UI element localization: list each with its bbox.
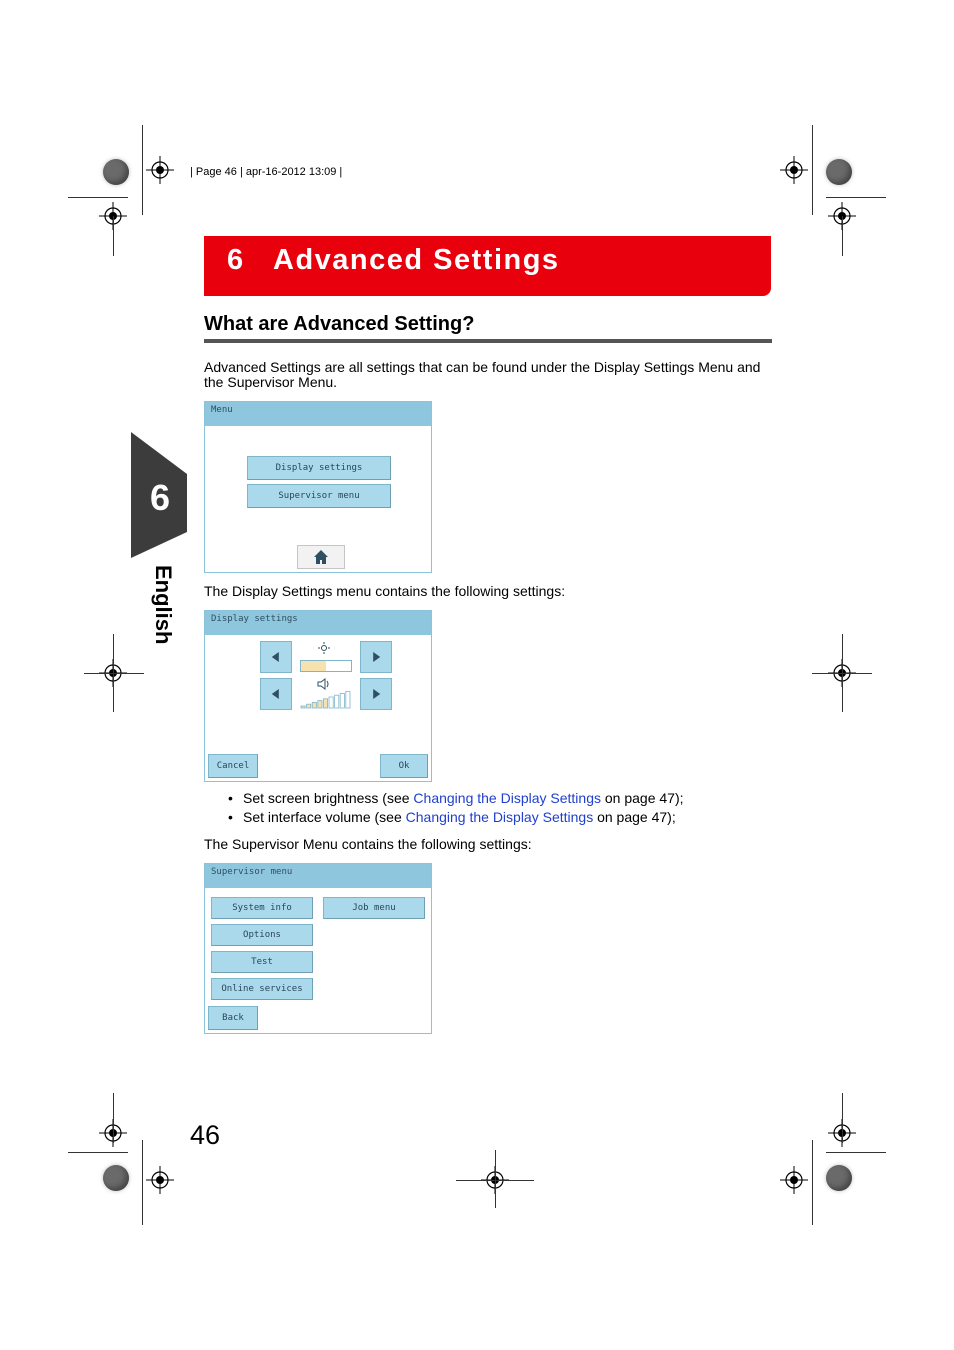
crop-line — [812, 673, 872, 674]
crop-line — [68, 197, 128, 198]
crop-line — [812, 125, 813, 215]
speaker-icon — [317, 678, 331, 690]
volume-bar — [346, 692, 350, 708]
crop-line — [113, 216, 114, 256]
side-tab-language-text: English — [151, 565, 176, 645]
crop-line — [826, 197, 886, 198]
crop-line — [142, 1140, 143, 1225]
display-intro: The Display Settings menu contains the following settings: — [204, 583, 566, 599]
screen-title-bar — [205, 864, 431, 888]
bullet-text: Set interface volume (see — [243, 809, 406, 825]
intro-paragraph: Advanced Settings are all settings that can be found under the Display Settings Menu and the Supervisor Menu. — [204, 359, 761, 390]
screen-title-bar — [205, 611, 431, 635]
menu-screenshot — [204, 401, 432, 573]
side-tab-language — [148, 565, 180, 655]
chapter-title-text: Advanced Settings — [273, 244, 560, 276]
volume-increase-button[interactable] — [360, 678, 392, 710]
bullet-text: on page 47); — [593, 809, 676, 825]
back-button[interactable]: Back — [208, 1006, 258, 1030]
home-button[interactable] — [297, 545, 345, 569]
brightness-level-fill — [301, 661, 326, 671]
volume-decrease-button[interactable] — [260, 678, 292, 710]
crop-line — [842, 216, 843, 256]
crop-line — [495, 1150, 496, 1208]
supervisor-menu-screenshot — [204, 863, 432, 1034]
sun-icon — [318, 642, 330, 654]
volume-bar — [329, 697, 333, 708]
crop-line — [68, 1152, 128, 1153]
chapter-title — [227, 244, 560, 277]
system-info-button[interactable]: System info — [211, 897, 313, 919]
volume-bar — [307, 704, 311, 708]
screen-title: Supervisor menu — [211, 867, 293, 877]
volume-bar — [318, 701, 322, 708]
display-settings-link[interactable]: Changing the Display Settings — [405, 809, 594, 825]
section-title: What are Advanced Setting? — [204, 313, 475, 335]
registration-dot — [826, 1165, 852, 1191]
crop-line — [84, 673, 144, 674]
registration-dot — [103, 159, 129, 185]
chapter-number: 6 — [227, 244, 245, 276]
crop-line — [826, 1152, 886, 1153]
bullet-text: Set screen brightness (see — [243, 790, 414, 806]
volume-bar — [323, 699, 327, 708]
crop-line — [842, 1093, 843, 1143]
display-settings-screenshot — [204, 610, 432, 782]
registration-target-icon — [780, 156, 808, 184]
volume-bar — [301, 706, 305, 708]
volume-level-bars — [300, 691, 352, 709]
display-settings-button[interactable]: Display settings — [247, 456, 391, 480]
volume-bar — [335, 695, 339, 708]
ok-button[interactable]: Ok — [380, 754, 428, 778]
page-number: 46 — [190, 1120, 221, 1150]
volume-bar — [312, 702, 316, 708]
print-header: | Page 46 | apr-16-2012 13:09 | — [190, 166, 343, 178]
settings-bullet-list — [228, 789, 684, 827]
options-button[interactable]: Options — [211, 924, 313, 946]
cancel-button[interactable]: Cancel — [208, 754, 258, 778]
screen-title: Menu — [211, 405, 233, 415]
bullet-text: on page 47); — [600, 790, 684, 806]
test-button[interactable]: Test — [211, 951, 313, 973]
crop-line — [812, 1140, 813, 1225]
home-icon — [313, 549, 329, 565]
display-settings-link[interactable]: Changing the Display Settings — [413, 790, 601, 806]
brightness-level-bar — [300, 660, 352, 672]
registration-target-icon — [146, 1166, 174, 1194]
crop-line — [142, 125, 143, 215]
supervisor-intro: The Supervisor Menu contains the following settings: — [204, 836, 532, 852]
arrow-left-icon — [272, 652, 279, 662]
brightness-increase-button[interactable] — [360, 641, 392, 673]
arrow-right-icon — [373, 652, 380, 662]
registration-target-icon — [780, 1166, 808, 1194]
brightness-decrease-button[interactable] — [260, 641, 292, 673]
volume-bar — [340, 693, 344, 708]
arrow-left-icon — [272, 689, 279, 699]
section-rule — [204, 339, 772, 343]
screen-title-bar — [205, 402, 431, 426]
online-services-button[interactable]: Online services — [211, 978, 313, 1000]
supervisor-menu-button[interactable]: Supervisor menu — [247, 484, 391, 508]
registration-dot — [826, 159, 852, 185]
bullet-item: • Set screen brightness (see Changing the Display Settings on page 47); — [228, 790, 684, 806]
bullet-item: • Set interface volume (see Changing the Display Settings on page 47); — [228, 809, 676, 825]
job-menu-button[interactable]: Job menu — [323, 897, 425, 919]
arrow-right-icon — [373, 689, 380, 699]
crop-line — [113, 1093, 114, 1143]
side-tab-number: 6 — [150, 477, 171, 518]
registration-target-icon — [146, 156, 174, 184]
registration-dot — [103, 1165, 129, 1191]
screen-title: Display settings — [211, 614, 298, 624]
